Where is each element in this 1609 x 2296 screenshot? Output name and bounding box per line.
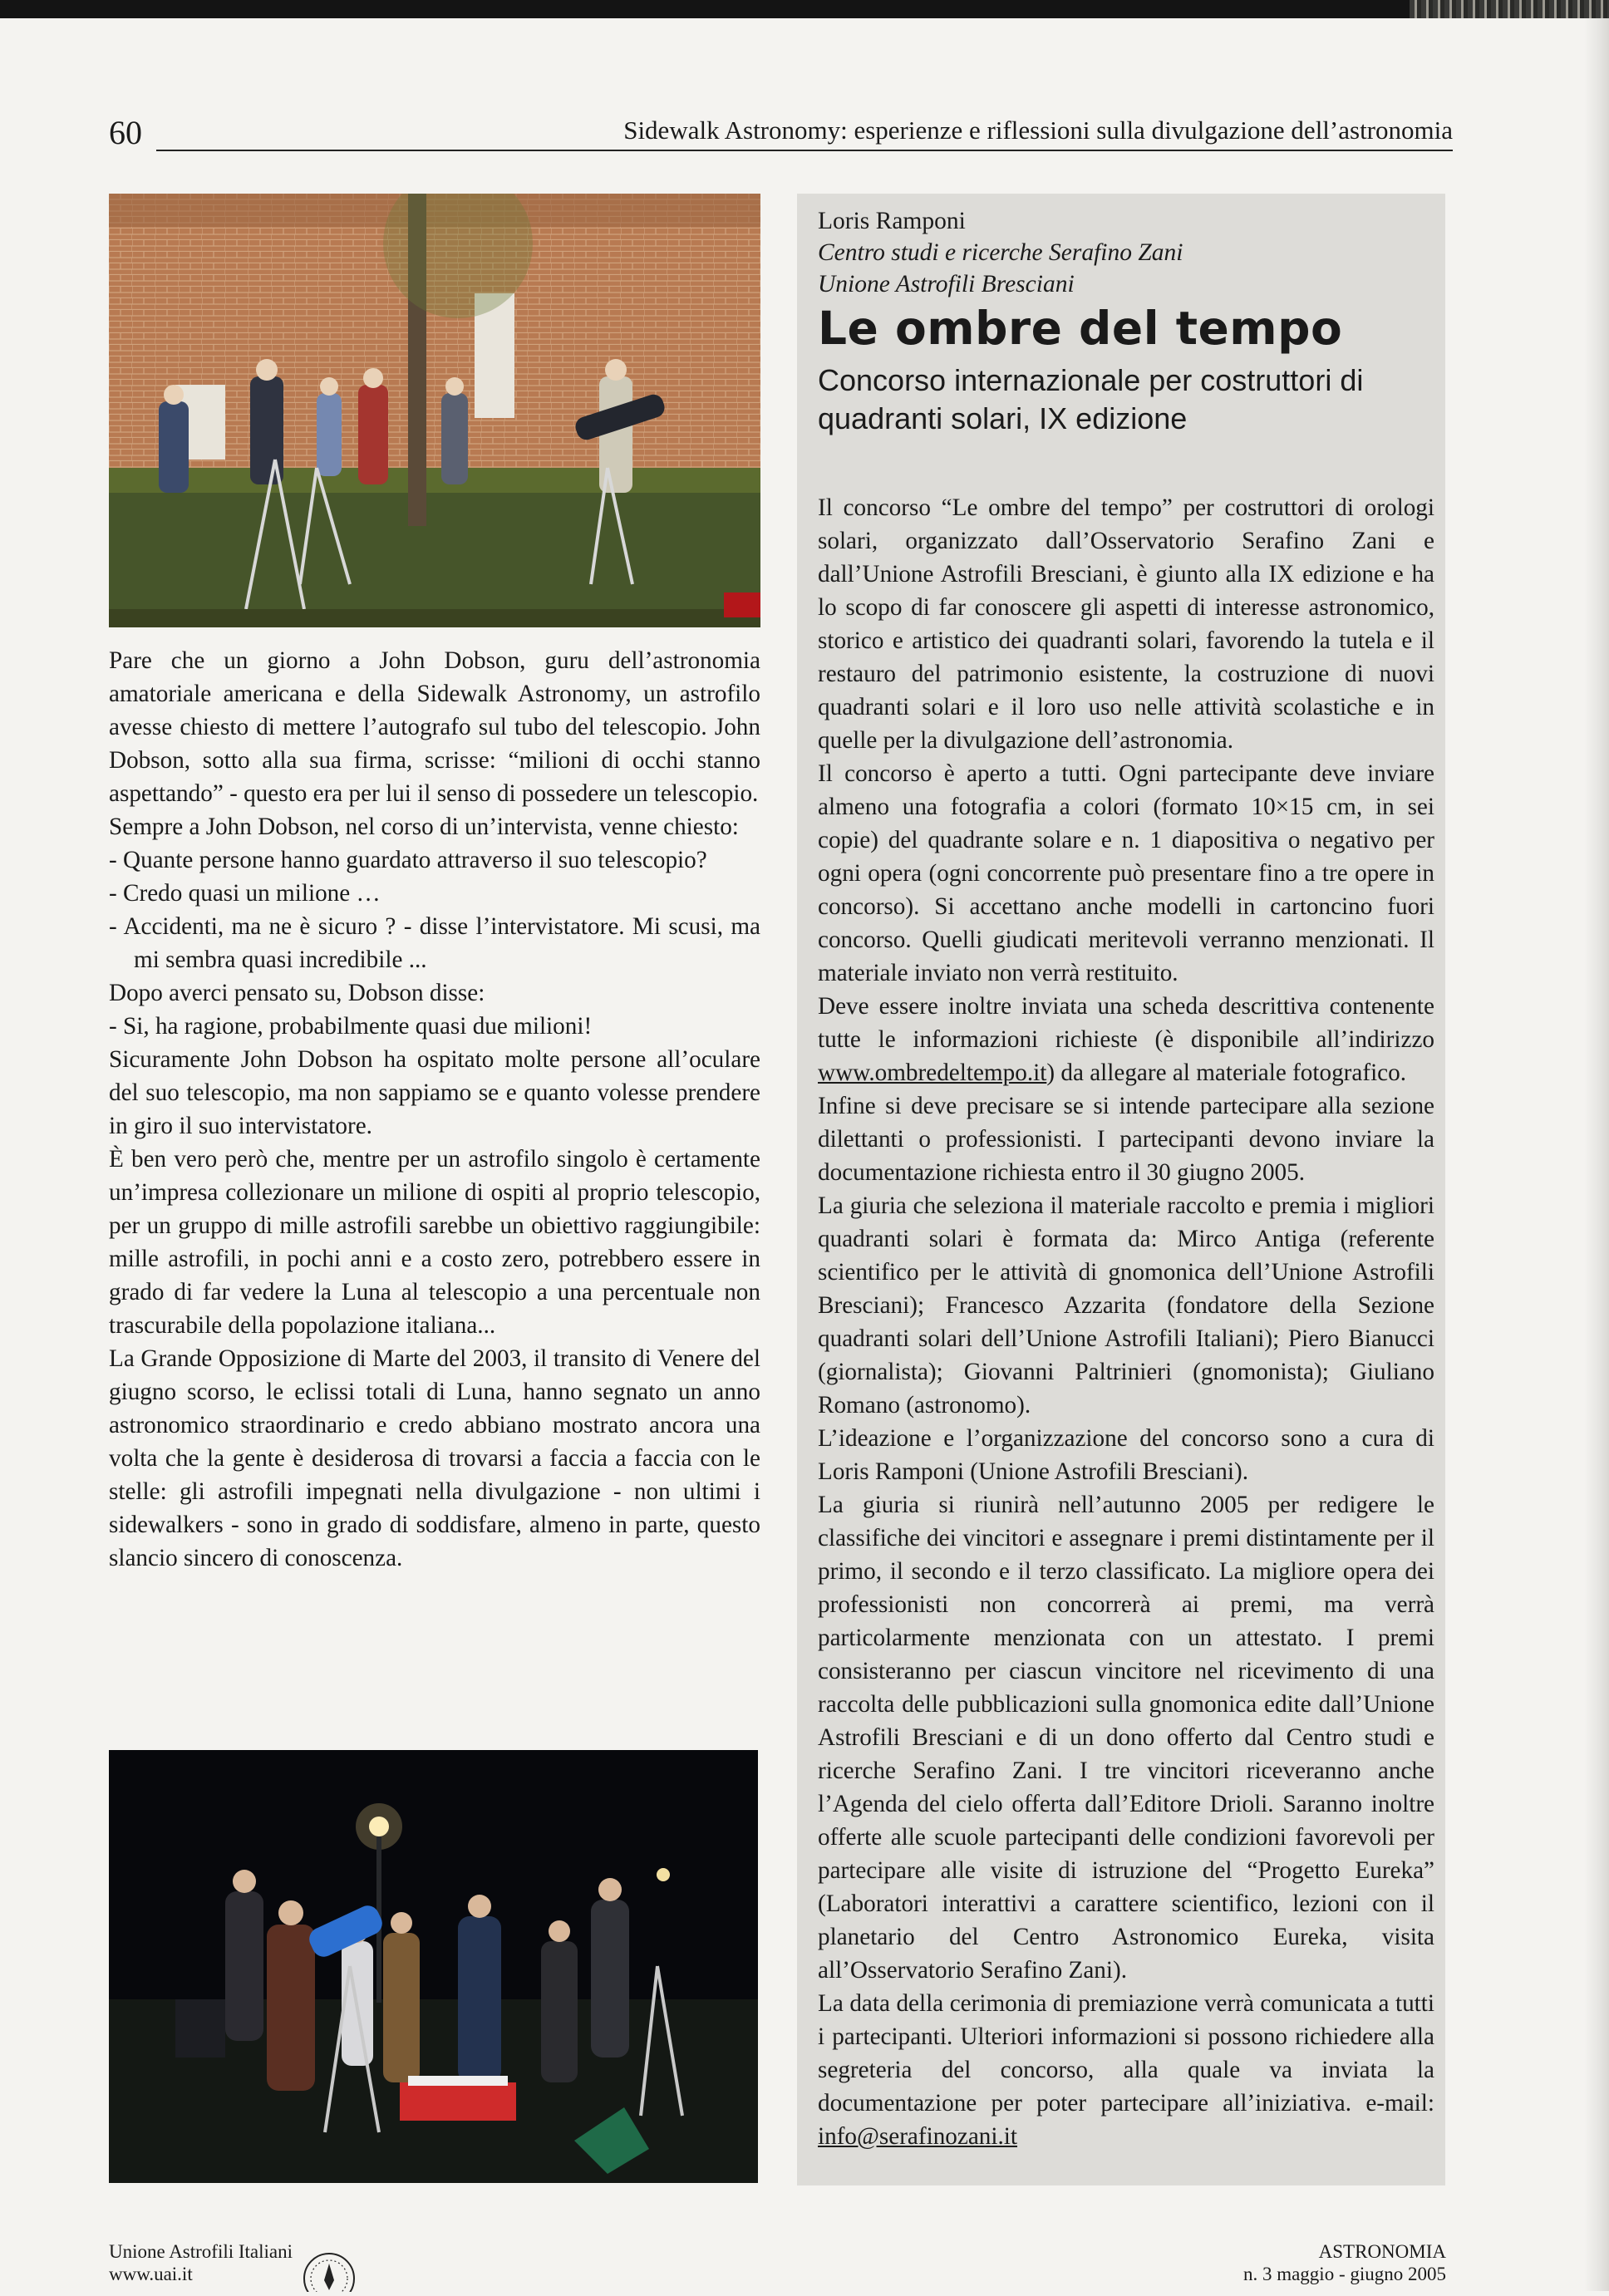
night-observing-photo: [109, 1750, 758, 2183]
main-article-text: [109, 644, 760, 1575]
paragraph: [818, 990, 1434, 1089]
paragraph: Il concorso è aperto a tutti. Ogni partecipante deve inviare almeno una fotografia a colori (formato 10×15 cm, in sei copie) del quadrante solare e n. 1 diapositiva o negativo per ogni opera (ogni concorrente può presentare fino a tre opere in concorso). Si accettano anche modelli in cartoncino fuori concorso. Quelli giudicati meritevoli verranno menzionati. Il materiale inviato non verrà restituito.: [818, 760, 1434, 986]
article-title: Le ombre del tempo: [818, 302, 1343, 355]
dialogue-line: - Credo quasi un milione …: [109, 880, 381, 907]
paragraph: Infine si deve precisare se si intende partecipare alla sezione dilettanti o professionisti. I partecipanti devono inviare la documentazione richiesta entro il 30 giugno 2005.: [818, 1093, 1434, 1186]
paragraph: Pare che un giorno a John Dobson, guru dell’astronomia amatoriale americana e della Sidewalk Astronomy, un astrofilo avesse chiesto di mettere l’autografo sul tubo del telescopio. John Dobson, sotto alla sua firma, scrisse: “milioni di occhi stanno aspettando” - questo era per lui il senso di possedere un telescopio.: [109, 647, 760, 807]
paragraph: La Grande Opposizione di Marte del 2003, il transito di Venere del giugno scorso, le eclissi totali di Luna, hanno segnato un anno astronomico straordinario e credo abbiano mostrato ancora una volta che la gente è desiderosa di trovarsi a faccia a faccia con le stelle: gli astrofili impegnati nella divulgazione - non ultimi i sidewalkers - sono in grado di soddisfare, almeno in parte, questo slancio sincero di conoscenza.: [109, 1345, 760, 1571]
author-block: [818, 205, 1183, 300]
author-name: Loris Ramponi: [818, 208, 966, 234]
page-number: 60: [109, 114, 142, 151]
footer-url[interactable]: www.uai.it: [109, 2264, 193, 2284]
header-rule: [156, 150, 1453, 151]
author-affiliation: Unione Astrofili Bresciani: [818, 271, 1075, 297]
paragraph: Sicuramente John Dobson ha ospitato molte persone all’oculare del suo telescopio, ma non sappiamo se e quanto volesse prendere in giro il suo intervistatore.: [109, 1046, 760, 1139]
footer-publisher: [109, 2240, 293, 2285]
paragraph: Dopo averci pensato su, Dobson disse:: [109, 980, 485, 1006]
paragraph-text: La data della cerimonia di premiazione verrà comunicata a tutti i partecipanti. Ulteriori informazioni si possono richiedere alla segreteria del concorso, alla quale va inviata la documentazione per poter partecipare all’iniziativa.: [818, 1990, 1434, 2117]
author-affiliation: Centro studi e ricerche Serafino Zani: [818, 239, 1183, 266]
issue-info: n. 3 maggio - giugno 2005: [1242, 2264, 1446, 2284]
footer-magazine: [1243, 2240, 1446, 2285]
running-title: Sidewalk Astronomy: esperienze e riflessioni sulla divulgazione dell’astronomia: [623, 116, 1453, 145]
scan-top-border: [0, 0, 1609, 18]
uai-logo: [298, 2242, 361, 2292]
paragraph: L’ideazione e l’organizzazione del concorso sono a cura di Loris Ramponi (Unione Astrofili Bresciani).: [818, 1425, 1434, 1485]
email-label: e-mail:: [1365, 2090, 1435, 2117]
paragraph: Il concorso “Le ombre del tempo” per costruttori di orologi solari, organizzato dall’Osservatorio Serafino Zani e dall’Unione Astrofili Bresciani, è giunto alla IX edizione e ha lo scopo di far conoscere gli aspetti di interesse astronomico, storico e artistico dei quadranti solari, favorendo la tutela e il restauro del patrimonio esistente, la costruzione di nuovi quadranti solari e il loro uso nelle attività scolastiche e in quelle per la divulgazione dell’astronomia.: [818, 494, 1434, 754]
paragraph: La giuria che seleziona il materiale raccolto e premia i migliori quadranti solari è formata da: Mirco Antiga (referente scientifico per le attività di gnomonica dell’Unione Astrofili Bresciani); Francesco Azzarita (fondatore della Sezione quadranti solari dell’Unione Astrofili Italiani); Piero Bianucci (giornalista); Giovanni Paltrinieri (gnomonista); Giuliano Romano (astronomo).: [818, 1192, 1434, 1418]
paragraph: [818, 1987, 1434, 2153]
dialogue-line: - Si, ha ragione, probabilmente quasi due milioni!: [109, 1013, 593, 1040]
scan-right-edge: [1584, 18, 1609, 2291]
paragraph-text: Deve essere inoltre inviata una scheda descrittiva contenente tutte le informazioni richieste (è disponibile all’indirizzo: [818, 993, 1434, 1053]
magazine-name: ASTRONOMIA: [1318, 2241, 1446, 2262]
paragraph: La giuria si riunirà nell’autunno 2005 per redigere le classifiche dei vincitori e assegnare i premi distintamente per il primo, il secondo e il terzo classificato. La migliore opera dei professionisti non concorrerà ai premi, ma verrà particolarmente menzionata con un attestato. I premi consisteranno per ciascun vincitore nel ricevimento di una raccolta delle pubblicazioni sulla gnomonica edite dall’Unione Astrofili Bresciani e di un dono offerto dal Centro studi e ricerche Serafino Zani. I tre vincitori riceveranno anche l’Agenda del cielo offerta dall’Editore Drioli. Saranno inoltre offerte alle scuole partecipanti delle condizioni favorevoli per partecipare alle visite di istruzione del “Progetto Eureka” (Laboratori interattivi a carattere scientifico, lezioni con il planetario del Centro Astronomico Eureka, visita all’Osservatorio Serafino Zani).: [818, 1492, 1434, 1984]
footer-org: Unione Astrofili Italiani: [109, 2241, 293, 2262]
paragraph: Sempre a John Dobson, nel corso di un’intervista, venne chiesto:: [109, 814, 739, 840]
article-subtitle: Concorso internazionale per costruttori di quadranti solari, IX edizione: [818, 363, 1364, 435]
dialogue-line: - Accidenti, ma ne è sicuro ? - disse l’intervistatore. Mi scusi, ma mi sembra quasi incredibile ...: [109, 913, 760, 973]
paragraph: È ben vero però che, mentre per un astrofilo singolo è certamente un’impresa collezionare un milione di ospiti al proprio telescopio, per un gruppo di mille astrofili sarebbe un obiettivo raggiungibile: mille astrofili, in pochi anni e a costo zero, potrebbero essere in grado di far vedere la Luna al telescopio a una percentuale non trascurabile della popolazione italiana...: [109, 1146, 760, 1339]
website-link[interactable]: www.ombredeltempo.it: [818, 1060, 1047, 1086]
daytime-observing-photo: [109, 194, 760, 627]
paragraph-text: ) da allegare al materiale fotografico.: [1046, 1060, 1407, 1086]
email-link[interactable]: info@serafinozani.it: [818, 2123, 1018, 2150]
sidebar-article-text: [818, 491, 1434, 2153]
dialogue-line: - Quante persone hanno guardato attraverso il suo telescopio?: [109, 847, 707, 873]
